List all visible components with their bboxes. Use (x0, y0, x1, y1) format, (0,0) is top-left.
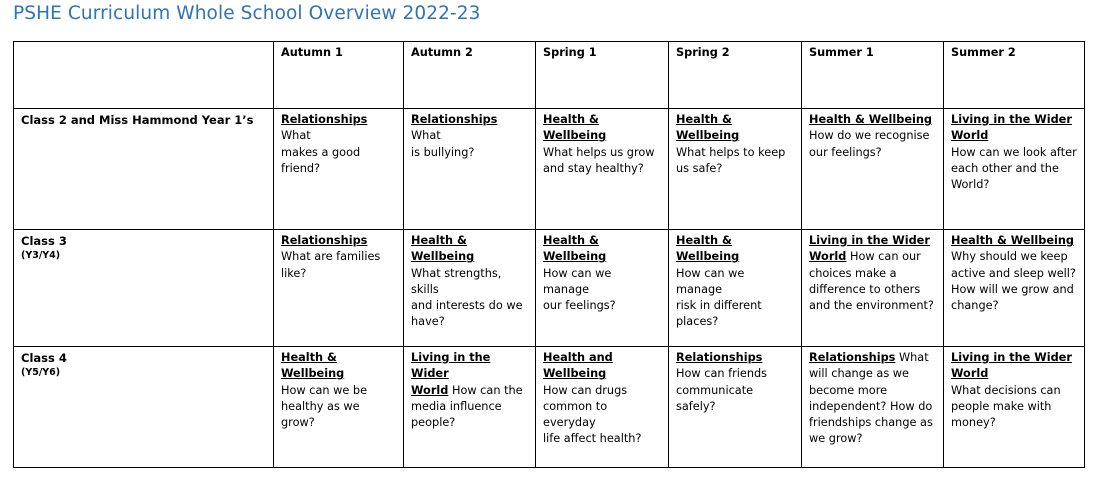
topic-line (676, 350, 794, 366)
topic-line (411, 145, 528, 161)
topic-line (411, 266, 528, 299)
topic-line (543, 112, 661, 145)
topic-line (676, 112, 794, 145)
theme-heading: Health and (543, 351, 613, 364)
topic-question: active and sleep well? (951, 266, 1076, 280)
class-label-cell (14, 230, 274, 347)
topic-line (543, 161, 661, 177)
topic-line (281, 383, 396, 399)
theme-heading: Living in the Wider (951, 351, 1072, 364)
topic-line (281, 161, 396, 177)
topic-question: risk in different (676, 299, 762, 313)
class-name: Class 2 and Miss Hammond Year 1’s (21, 113, 254, 127)
class-year-groups: (Y5/Y6) (21, 367, 61, 379)
topic-question: independent? How do (809, 399, 933, 413)
topic-question: World? (951, 178, 990, 192)
theme-heading: World (951, 367, 989, 381)
topic-question: What (281, 129, 311, 143)
topic-cell (536, 347, 669, 468)
topic-line (281, 233, 396, 249)
topic-question: friendships change as (809, 416, 933, 430)
topic-line (676, 233, 794, 266)
term-header-summer-2: Summer 2 (944, 42, 1085, 109)
topic-line (676, 298, 794, 314)
topic-line (543, 431, 661, 447)
topic-cell (274, 230, 404, 347)
topic-cell (669, 230, 802, 347)
topic-line (809, 233, 936, 249)
theme-heading: Relationships (411, 113, 498, 126)
topic-line (951, 161, 1077, 177)
topic-line (411, 383, 528, 399)
topic-question: How will we grow and (951, 282, 1074, 296)
topic-line (411, 350, 528, 383)
topic-line (809, 366, 936, 382)
topic-question: difference to others (809, 282, 921, 296)
topic-line (809, 282, 936, 298)
theme-heading: Health & Wellbeing (676, 234, 740, 264)
topic-cell (404, 230, 536, 347)
topic-line (951, 298, 1077, 314)
topic-line (951, 233, 1077, 249)
topic-question: will change as we (809, 367, 910, 381)
topic-line (676, 161, 794, 177)
topic-question: our feelings? (809, 145, 882, 159)
topic-line (543, 233, 661, 266)
topic-question: media influence (411, 399, 502, 413)
topic-question: How can the (448, 383, 523, 397)
class-label-cell (14, 109, 274, 230)
topic-line (411, 233, 528, 266)
topic-question: What (895, 351, 929, 364)
topic-cell (404, 109, 536, 230)
topic-line (676, 314, 794, 330)
topic-line (411, 399, 528, 415)
topic-question: places? (676, 315, 719, 329)
topic-question: we grow? (809, 432, 863, 446)
topic-line (951, 350, 1077, 366)
topic-line (676, 145, 794, 161)
topic-question: change? (951, 299, 999, 313)
term-header-spring-1: Spring 1 (536, 42, 669, 109)
topic-line (809, 350, 936, 366)
topic-question: healthy as we grow? (281, 399, 360, 430)
topic-question: What helps us grow (543, 145, 655, 159)
topic-cell (669, 109, 802, 230)
topic-line (809, 112, 936, 128)
topic-question: like? (281, 266, 307, 280)
topic-question: makes a good (281, 145, 361, 159)
topic-line (543, 298, 661, 314)
topic-line (809, 128, 936, 144)
topic-question: What are families (281, 250, 381, 264)
corner-cell (14, 42, 274, 109)
topic-line (809, 249, 936, 265)
header-row (14, 42, 1085, 109)
topic-line (411, 298, 528, 314)
topic-line (281, 399, 396, 432)
topic-question: What helps to keep (676, 145, 786, 159)
topic-question: How can we manage (676, 266, 745, 296)
topic-question: What (411, 129, 441, 143)
topic-line (809, 415, 936, 431)
theme-heading: Relationships (676, 351, 763, 364)
theme-heading: World (951, 129, 989, 143)
topic-question: our feelings? (543, 299, 616, 313)
topic-line (809, 431, 936, 447)
topic-line (411, 112, 528, 145)
topic-cell (944, 347, 1085, 468)
theme-heading: Living in the Wider (411, 351, 491, 381)
theme-heading: Health & Wellbeing (809, 113, 932, 126)
theme-heading: Living in the Wider (951, 113, 1072, 126)
topic-question: and stay healthy? (543, 161, 644, 175)
class-row (14, 347, 1085, 468)
topic-line (543, 145, 661, 161)
theme-heading: World (411, 383, 449, 397)
term-header-spring-2: Spring 2 (669, 42, 802, 109)
class-label-cell (14, 347, 274, 468)
theme-heading: Health & Wellbeing (951, 234, 1074, 247)
theme-heading: Relationships (281, 113, 368, 126)
topic-cell (802, 230, 944, 347)
topic-question: How can friends (676, 367, 768, 381)
topic-line (951, 177, 1077, 193)
topic-cell (536, 230, 669, 347)
class-name: Class 4 (21, 351, 67, 365)
topic-cell (802, 347, 944, 468)
topic-line (411, 415, 528, 431)
topic-cell (404, 347, 536, 468)
class-row (14, 230, 1085, 347)
theme-heading: Wellbeing (543, 367, 607, 381)
topic-line (951, 249, 1077, 265)
curriculum-table (13, 41, 1085, 468)
topic-question: have? (411, 315, 445, 329)
topic-line (676, 266, 794, 299)
theme-heading: World (809, 250, 847, 264)
topic-question: Why should we keep (951, 250, 1068, 264)
topic-line (281, 112, 396, 145)
topic-line (951, 366, 1077, 382)
term-header-autumn-1: Autumn 1 (274, 42, 404, 109)
topic-question: life affect health? (543, 432, 642, 446)
topic-question: communicate safely? (676, 383, 754, 413)
topic-cell (944, 230, 1085, 347)
theme-heading: Relationships (809, 351, 896, 364)
topic-line (543, 383, 661, 399)
topic-line (676, 366, 794, 382)
topic-question: How do we recognise (809, 129, 930, 143)
topic-cell (536, 109, 669, 230)
topic-question: How can we be (281, 383, 368, 397)
topic-line (543, 366, 661, 382)
topic-question: How can our (846, 250, 921, 264)
topic-line (951, 399, 1077, 415)
topic-line (676, 383, 794, 416)
topic-line (543, 399, 661, 432)
topic-question: become more (809, 383, 888, 397)
topic-question: and interests do we (411, 299, 523, 313)
topic-cell (944, 109, 1085, 230)
theme-heading: Health & Wellbeing (281, 351, 345, 381)
topic-line (951, 266, 1077, 282)
topic-cell (274, 347, 404, 468)
class-name: Class 3 (21, 234, 67, 248)
topic-line (543, 350, 661, 366)
topic-line (951, 112, 1077, 128)
topic-line (951, 128, 1077, 144)
topic-line (281, 249, 396, 265)
topic-cell (274, 109, 404, 230)
topic-line (951, 145, 1077, 161)
theme-heading: Health & Wellbeing (543, 234, 607, 264)
topic-line (951, 383, 1077, 399)
term-header-autumn-2: Autumn 2 (404, 42, 536, 109)
topic-line (281, 350, 396, 383)
topic-question: common to everyday (543, 399, 608, 430)
topic-cell (802, 109, 944, 230)
topic-question: How can we manage (543, 266, 612, 296)
topic-question: people? (411, 416, 456, 430)
topic-question: people make with (951, 399, 1052, 413)
theme-heading: Health & Wellbeing (543, 113, 607, 143)
topic-question: and the environment? (809, 299, 934, 313)
topic-line (281, 266, 396, 282)
topic-line (281, 145, 396, 161)
theme-heading: Health & Wellbeing (411, 234, 475, 264)
topic-question: is bullying? (411, 145, 475, 159)
topic-question: What decisions can (951, 383, 1061, 397)
topic-line (809, 266, 936, 282)
topic-question: each other and the (951, 161, 1059, 175)
topic-line (411, 314, 528, 330)
topic-line (809, 145, 936, 161)
topic-line (809, 383, 936, 399)
topic-question: money? (951, 416, 996, 430)
topic-cell (669, 347, 802, 468)
class-year-groups: (Y3/Y4) (21, 250, 61, 262)
class-row (14, 109, 1085, 230)
topic-question: How can we look after (951, 145, 1077, 159)
theme-heading: Health & Wellbeing (676, 113, 740, 143)
topic-question: friend? (281, 161, 321, 175)
topic-question: choices make a (809, 266, 897, 280)
topic-question: us safe? (676, 161, 723, 175)
topic-line (543, 266, 661, 299)
topic-line (809, 399, 936, 415)
topic-line (951, 282, 1077, 298)
topic-line (809, 298, 936, 314)
topic-question: How can drugs (543, 383, 628, 397)
theme-heading: Living in the Wider (809, 234, 930, 247)
term-header-summer-1: Summer 1 (802, 42, 944, 109)
theme-heading: Relationships (281, 234, 368, 247)
topic-line (951, 415, 1077, 431)
document-title: PSHE Curriculum Whole School Overview 2022-23 (13, 3, 481, 24)
topic-question: What strengths, skills (411, 266, 502, 296)
